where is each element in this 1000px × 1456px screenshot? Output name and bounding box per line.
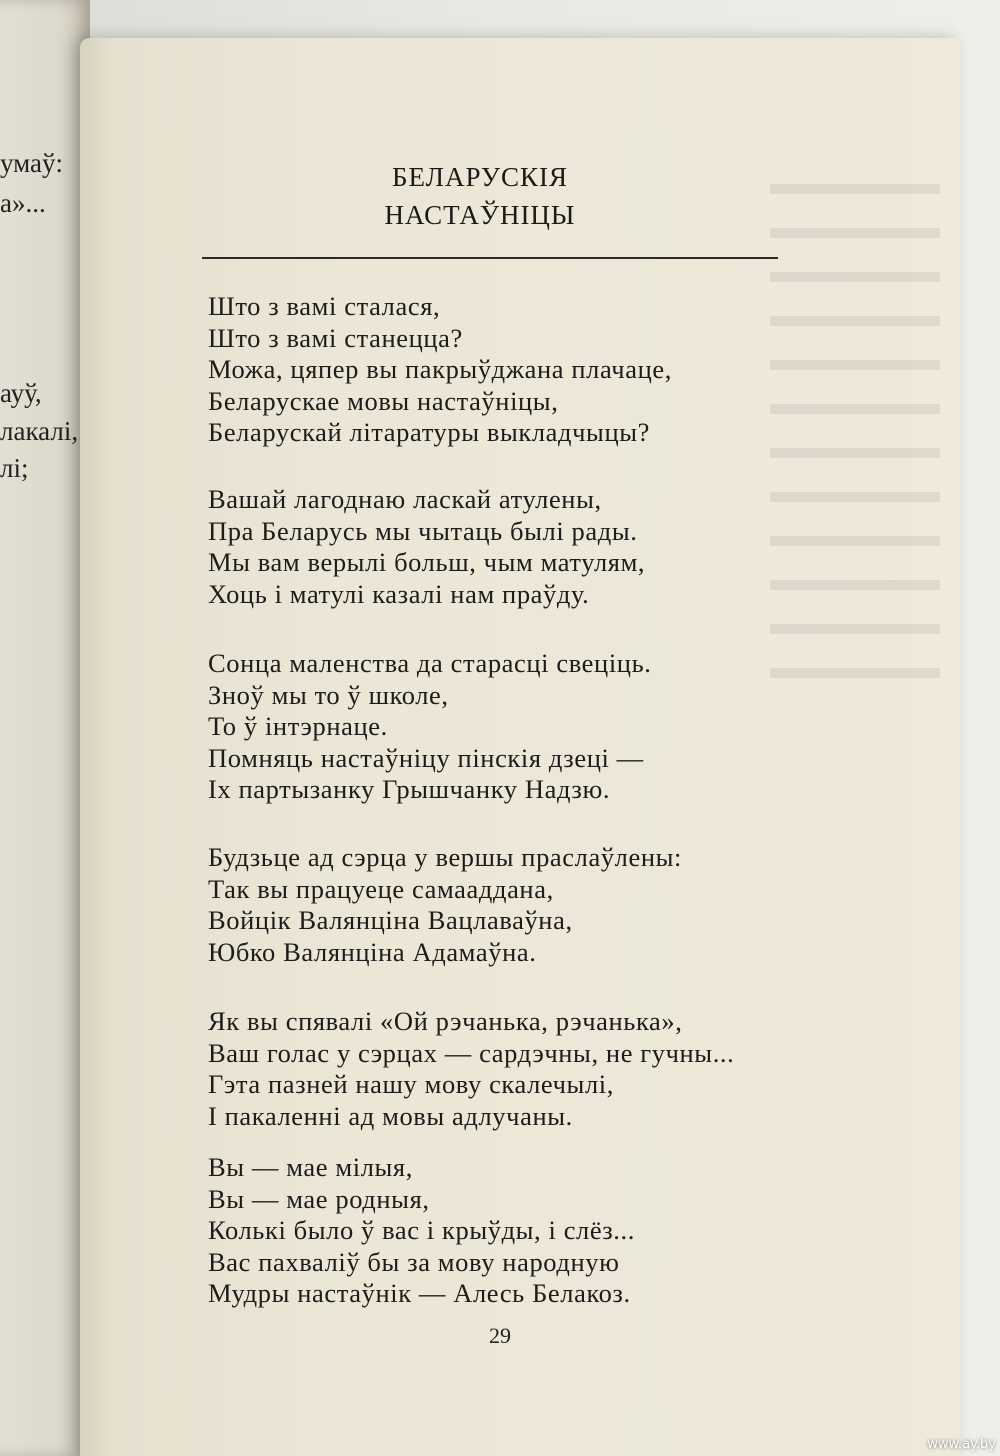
poem-line: Можа, цяпер вы пакрыўджана плачаце,: [208, 354, 672, 384]
poem-line: І пакаленні ад мовы адлучаны.: [208, 1100, 573, 1131]
poem-line: Ваш голас у сэрцах — сардэчны, не гучны...: [208, 1037, 735, 1068]
left-fragment: лакалі,: [0, 416, 79, 446]
poem-line: Так вы працуеце самааддана,: [208, 873, 554, 904]
poem-line: Вы — мае родныя,: [208, 1183, 430, 1214]
title-rule: [202, 257, 778, 259]
poem-line: Што з вамі сталася,: [208, 291, 441, 321]
stanza-6: [208, 1152, 828, 1310]
poem-line: Будзьце ад сэрца у вершы праслаўлены:: [208, 842, 683, 872]
poem-line: Беларускае мовы настаўніцы,: [208, 385, 559, 416]
left-page-text: [0, 0, 90, 1456]
poem-line: Вы — мае мілыя,: [208, 1152, 413, 1182]
poem-line: Колькі было ў вас і крыўды, і слёз...: [208, 1215, 635, 1245]
stanza-4: [208, 842, 828, 968]
poem-line: Мы вам верылі больш, чым матулям,: [208, 547, 646, 577]
poem-line: Беларускай літаратуры выкладчыцы?: [208, 417, 651, 447]
left-fragment: умаў:: [0, 148, 64, 178]
left-fragment: лі;: [0, 453, 29, 483]
poem-line: Мудры настаўнік — Алесь Белакоз.: [208, 1278, 631, 1308]
poem-title-line-2: НАСТАЎНІЦЫ: [384, 200, 576, 230]
poem-line: Вас пахваліў бы за мову народную: [208, 1246, 620, 1277]
poem-line: Сонца маленства да старасці свеціць.: [208, 648, 652, 678]
book-page: [80, 38, 960, 1456]
stanza-3: [208, 648, 828, 806]
left-page-edge: [0, 0, 90, 1456]
poem-line: Што з вамі станецца?: [208, 322, 463, 353]
poem-line: Зноў мы то ў школе,: [208, 679, 449, 710]
poem-line: Помняць настаўніцу пінскія дзеці —: [208, 742, 644, 773]
poem-line: Як вы спявалі «Ой рэчанька, рэчанька»,: [208, 1006, 683, 1036]
watermark: www.ay.by: [927, 1437, 996, 1452]
poem-line: Пра Беларусь мы чытаць былі рады.: [208, 515, 638, 546]
left-fragment: ауў,: [0, 378, 42, 408]
stanza-1: [208, 291, 828, 449]
poem-line: Вашай лагоднаю ласкай атулены,: [208, 484, 602, 514]
poem-line: Гэта пазней нашу мову скалечылі,: [208, 1069, 614, 1099]
poem-line: То ў інтэрнаце.: [208, 711, 388, 741]
poem-title-line-1: БЕЛАРУСКІЯ: [392, 162, 568, 192]
poem-line: Юбко Валянціна Адамаўна.: [208, 936, 537, 967]
poem-line: Іх партызанку Грышчанку Надзю.: [208, 774, 611, 804]
left-fragment: а»...: [0, 188, 46, 218]
poem-line: Войцік Валянціна Вацлаваўна,: [208, 905, 573, 935]
poem-line: Хоць і матулі казалі нам праўду.: [208, 578, 590, 609]
page-number: 29: [489, 1323, 511, 1348]
stanza-5: [208, 1006, 828, 1132]
stanza-2: [208, 484, 828, 610]
